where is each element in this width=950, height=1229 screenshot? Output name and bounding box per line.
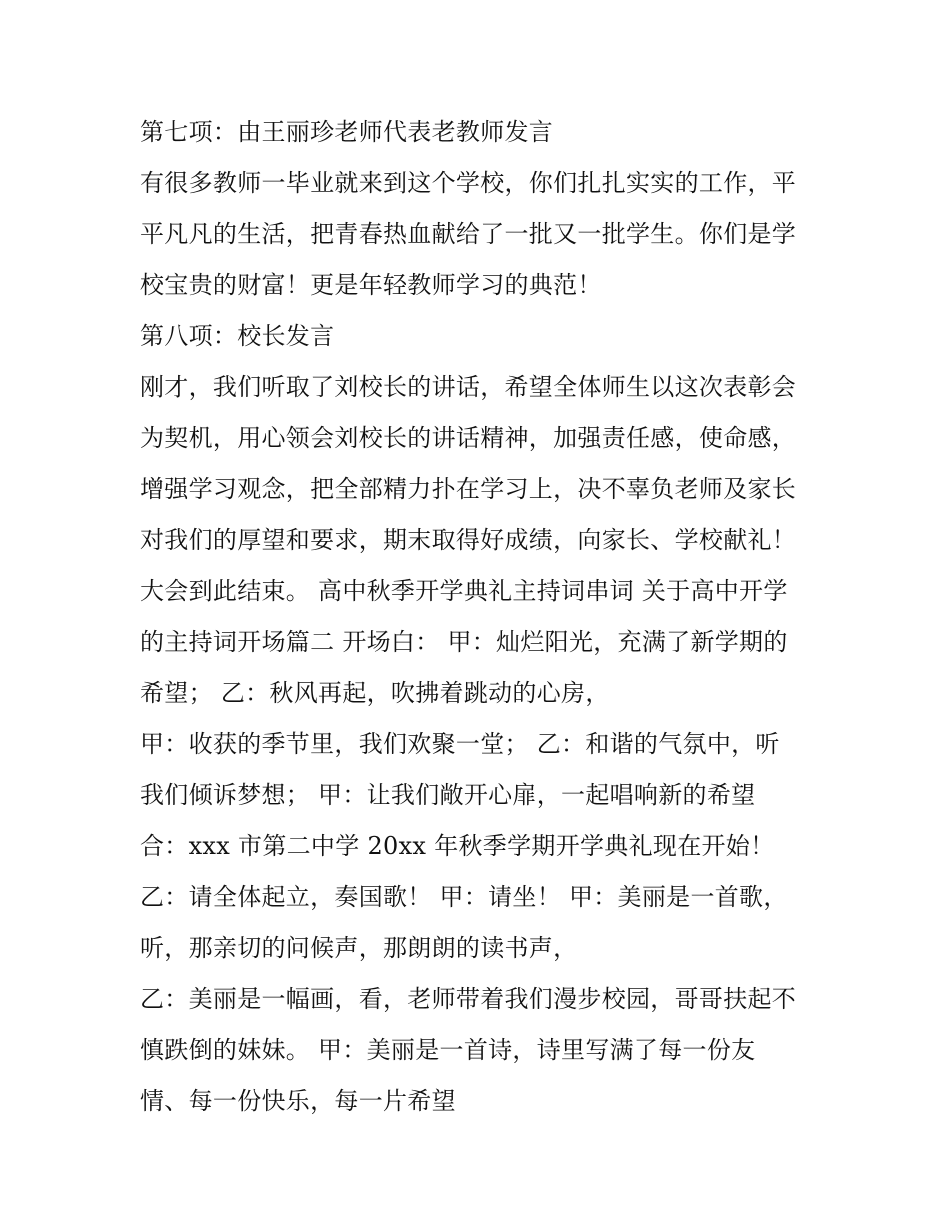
text-line: 平凡凡的生活，把青春热血献给了一批又一批学生。你们是学 bbox=[140, 220, 797, 248]
text-line: 听，那亲切的问候声，那朗朗的读书声， bbox=[140, 934, 578, 962]
text-line: 刚才，我们听取了刘校长的讲话，希望全体师生以这次表彰会 bbox=[140, 373, 797, 401]
text-line: 我们倾诉梦想； 甲：让我们敞开心扉，一起唱响新的希望 bbox=[140, 781, 756, 809]
document-body bbox=[140, 107, 820, 1127]
text-line: 第七项：由王丽珍老师代表老教师发言 bbox=[140, 118, 554, 146]
text-line: 甲：收获的季节里，我们欢聚一堂； 乙：和谐的气氛中，听 bbox=[140, 730, 780, 758]
text-line: 对我们的厚望和要求，期末取得好成绩，向家长、学校献礼！ bbox=[140, 526, 797, 554]
text-line: 为契机，用心领会刘校长的讲话精神，加强责任感，使命感， bbox=[140, 424, 797, 452]
text-line: 有很多教师一毕业就来到这个学校，你们扎扎实实的工作，平 bbox=[140, 169, 797, 197]
text-line: 大会到此结束。 高中秋季开学典礼主持词串词 关于高中开学 bbox=[140, 577, 788, 605]
text-line: 慎跌倒的妹妹。 甲：美丽是一首诗，诗里写满了每一份友 bbox=[140, 1036, 756, 1064]
text-line: 希望； 乙：秋风再起，吹拂着跳动的心房， bbox=[140, 679, 610, 707]
text-line: 的主持词开场篇二 开场白： 甲：灿烂阳光，充满了新学期的 bbox=[140, 628, 788, 656]
text-line: 增强学习观念，把全部精力扑在学习上，决不辜负老师及家长 bbox=[140, 475, 797, 503]
text-line: 第八项：校长发言 bbox=[140, 322, 335, 350]
text-line: 合：xxx 市第二中学 20xx 年秋季学期开学典礼现在开始！ bbox=[140, 832, 775, 860]
text-line: 乙：请全体起立，奏国歌！ 甲：请坐！ 甲：美丽是一首歌， bbox=[140, 883, 788, 911]
text-line: 情、每一份快乐，每一片希望 bbox=[140, 1087, 456, 1115]
text-line: 乙：美丽是一幅画，看，老师带着我们漫步校园，哥哥扶起不 bbox=[140, 985, 797, 1013]
text-line: 校宝贵的财富！更是年轻教师学习的典范！ bbox=[140, 271, 602, 299]
